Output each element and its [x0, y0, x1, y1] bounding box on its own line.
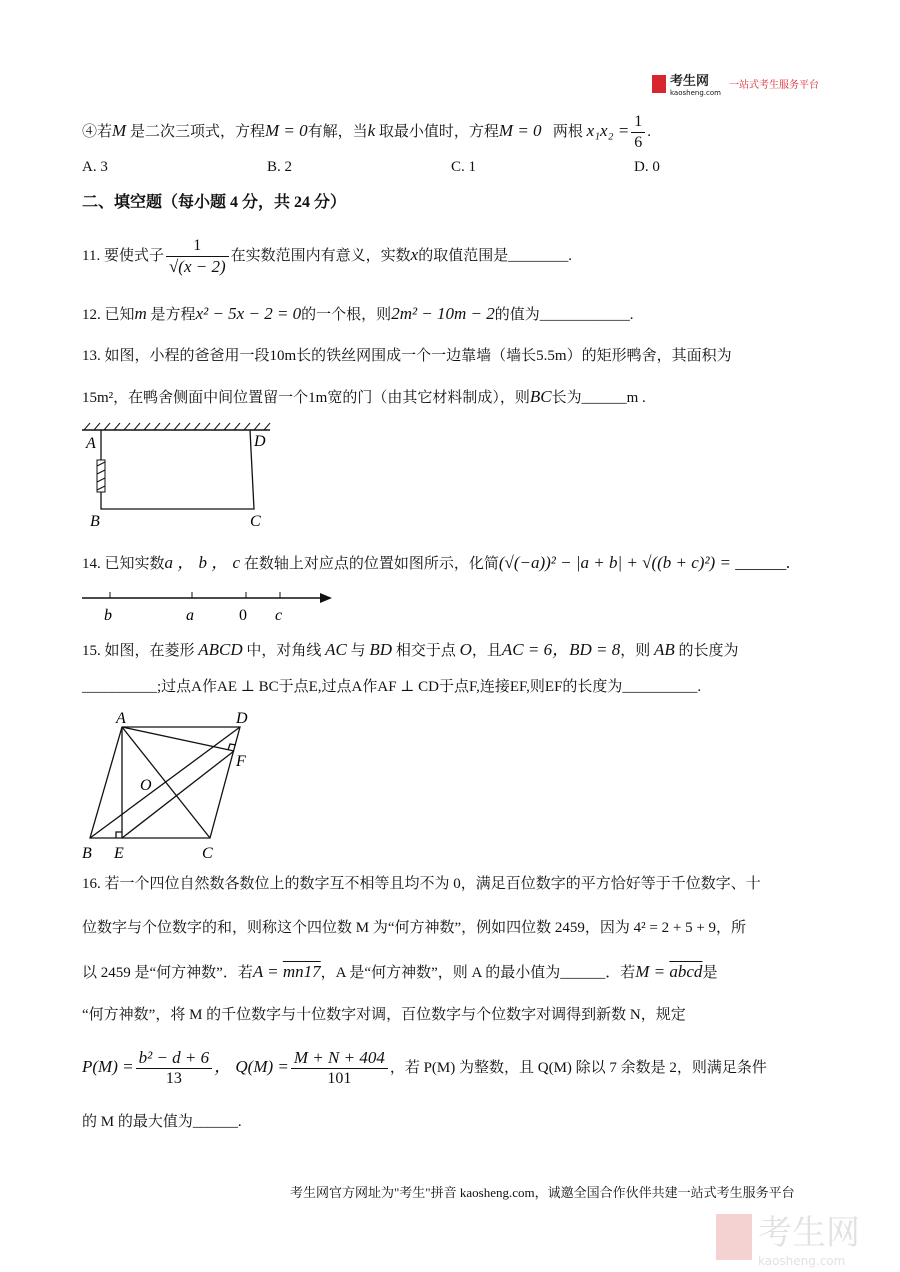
- option-d: D. 0: [634, 159, 660, 175]
- kaosheng-logo: [652, 70, 819, 97]
- q13-figure: [80, 422, 280, 532]
- logo-domain: kaosheng.com: [670, 89, 721, 97]
- q16-line5: P(M) = $\frac{\text{b² − d + 6}}{13}$ ， Q(M) = $\frac{M + N + 404}{101}$ ，若 P(M) 为整数，且 Q(M) 除以 7 余数是 2，则满足条件: [82, 1048, 767, 1087]
- svg-text:0: 0: [239, 607, 247, 624]
- svg-text:B: B: [82, 845, 92, 862]
- logo-name: 考生网: [670, 74, 710, 89]
- svg-text:A: A: [86, 435, 96, 452]
- svg-text:E: E: [114, 845, 124, 862]
- number-line: [80, 588, 340, 628]
- option-a: A. 3: [82, 159, 108, 175]
- q16-line1: 16. 若一个四位自然数各数位上的数字互不相等且均不为 0，满足百位数字的平方恰好等于千位数字、十: [82, 876, 761, 892]
- q13-line2: 15m²，在鸭舍侧面中间位置留一个1m宽的门（由其它材料制成），则BC长为______m .: [82, 387, 646, 406]
- q15-line2: __________;过点A作AE ⊥ BC于点E,过点A作AF ⊥ CD于点F,连接EF,则EF的长度为__________.: [82, 679, 702, 695]
- q14: 14. 已知实数a ， b ， c 在数轴上对应点的位置如图所示，化简(√(−a))² − |a + b| + √((b + c)²) = ______.: [82, 553, 791, 572]
- q16-line4: “何方神数”，将 M 的千位数字与十位数字对调，百位数字与个位数字对调得到新数 N，规定: [82, 1007, 686, 1023]
- svg-text:O: O: [140, 777, 152, 794]
- watermark-name: 考生网: [758, 1213, 860, 1253]
- svg-text:a: a: [186, 607, 194, 624]
- svg-text:F: F: [236, 753, 246, 770]
- q12: 12. 已知m 是方程x² − 5x − 2 = 0的一个根，则2m² − 10m − 2的值为____________.: [82, 304, 634, 323]
- watermark: [716, 1205, 860, 1268]
- q16-line3: 以 2459 是“何方神数”．若A = mn17，A 是“何方神数”，则 A 的最小值为______．若M = abcd是: [82, 962, 718, 981]
- svg-text:c: c: [275, 607, 283, 624]
- svg-text:b: b: [104, 607, 112, 624]
- svg-text:B: B: [90, 513, 100, 530]
- q10-item4: ④若M 是二次三项式，方程M = 0有解，当k 取最小值时，方程M = 0 两根 x₁x₂ = $\frac{1}{6}$ .: [82, 113, 651, 151]
- svg-text:C: C: [202, 845, 213, 862]
- section-heading: 二、填空题（每小题 4 分，共 24 分）: [82, 194, 347, 211]
- q15-rhombus-figure: [80, 706, 260, 866]
- footer-text: 考生网官方网址为"考生"拼音 kaosheng.com，诚邀全国合作伙伴共建一站式考生服务平台: [290, 1185, 795, 1200]
- logo-mark-icon: [652, 75, 666, 93]
- q16-line6: 的 M 的最大值为______.: [82, 1114, 242, 1130]
- svg-text:D: D: [236, 710, 248, 727]
- q11: 11. 要使式子 $\frac{1}{√(x - 2)}$ 在实数范围内有意义，实数x的取值范围是________.: [82, 237, 572, 276]
- q15-line1: 15. 如图，在菱形 ABCD 中，对角线 AC 与 BD 相交于点 O，且AC = 6，BD = 8，则 AB 的长度为: [82, 640, 739, 659]
- watermark-logo-icon: [716, 1214, 752, 1260]
- q13-line1: 13. 如图，小程的爸爸用一段10m长的铁丝网围成一个一边靠墙（墙长5.5m）的矩形鸭舍，其面积为: [82, 348, 732, 364]
- q16-line2: 位数字与个位数字的和，则称这个四位数 M 为“何方神数”，例如四位数 2459，因为 4² = 2 + 5 + 9，所: [82, 920, 747, 936]
- watermark-domain: kaosheng.com: [758, 1254, 846, 1268]
- option-c: C. 1: [451, 159, 477, 175]
- option-b: B. 2: [267, 159, 293, 175]
- header-slogan: 一站式考生服务平台: [728, 80, 819, 91]
- svg-text:A: A: [116, 710, 126, 727]
- svg-text:C: C: [250, 513, 261, 530]
- svg-text:D: D: [254, 433, 266, 450]
